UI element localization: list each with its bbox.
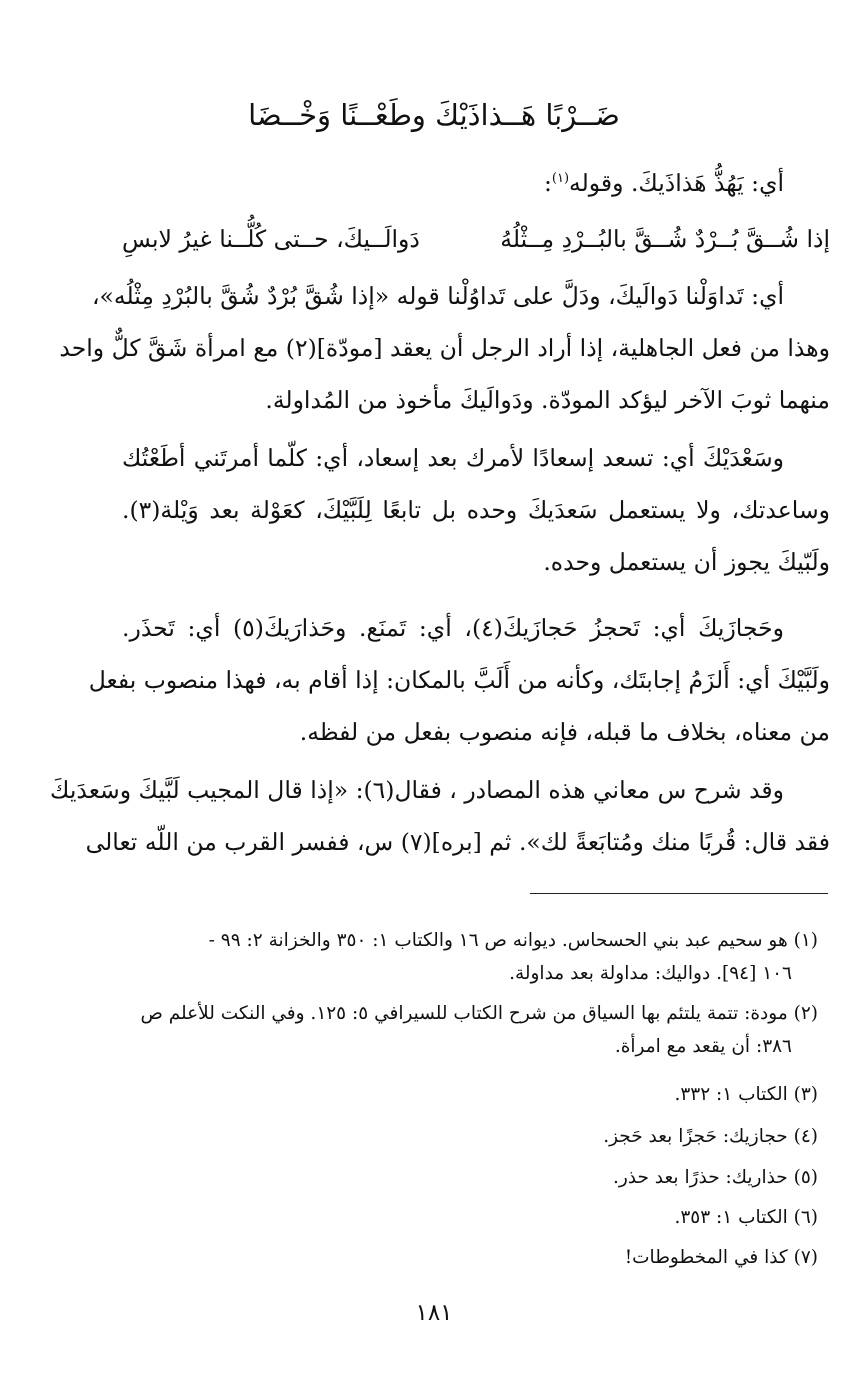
hemistich-first: إذا شُــقَّ بُــرْدٌ شُــقَّ بالبُــرْدِ مِــثْلُهُ xyxy=(500,225,830,253)
paragraph-4 xyxy=(88,602,830,758)
text-line: أي: تَداوَلْنا دَوالَيكَ، ودَلَّ على تَداوُلْنا قوله «إذا شُقَّ بُرْدٌ شُقَّ بالبُرْدِ مِثْلُه»، xyxy=(91,282,784,310)
footnote-7: (٧) كذا في المخطوطات! xyxy=(624,1247,818,1268)
poetry-couplet xyxy=(122,213,830,265)
text-line: فقد قال: قُربًا منك ومُتابَعةً لك». ثم [بره](٧) س، ففسر القرب من اللّه تعالى xyxy=(85,828,830,856)
text-line: وقد شرح س معاني هذه المصادر ، فقال(٦): «إذا قال المجيب لَبَّيكَ وسَعدَيكَ xyxy=(50,776,784,804)
paragraph-5 xyxy=(50,764,830,868)
text-line: وحَجازَيكَ أي: تَحجزُ حَجازَيكَ(٤)، أي: تَمنَع. وحَذارَيكَ(٥) أي: تَحذَر. xyxy=(122,614,784,642)
text-line: من معناه، بخلاف ما قبله، فإنه منصوب بفعل من لفظه. xyxy=(299,718,830,746)
text-line: ولَبّيكَ يجوز أن يستعمل وحده. xyxy=(543,548,830,576)
text-line: وهذا من فعل الجاهلية، إذا أراد الرجل أن يعقد [مودّة](٢) مع امرأة شَقَّ كلٌّ واحد xyxy=(59,334,830,362)
footnote-ref[interactable]: (١) xyxy=(551,171,570,187)
footnote-4: (٤) حجازيك: حَجزًا بعد حَجز. xyxy=(603,1126,818,1147)
text-line: وساعدتك، ولا يستعمل سَعدَيكَ وحده بل تابعًا لِلَبَّيْكَ، كعَوْلة بعد وَيْلة(٣). xyxy=(122,496,830,524)
text-line: وسَعْدَيْكَ أي: تسعد إسعادًا لأمرك بعد إسعاد، أي: كلّما أمرتَني أطَعْتُك xyxy=(122,444,784,472)
paragraph-2 xyxy=(59,270,830,426)
paragraph-1 xyxy=(122,157,830,209)
footnote-3: (٣) الكتاب ١: ٣٣٢. xyxy=(674,1084,818,1105)
footnote-1: (١) هو سحيم عبد بني الحسحاس. ديوانه ص ١٦ والكتاب ١: ٣٥٠ والخزانة ٢: ٩٩ - ١٠٦ [٩٤]. دواليك: مداولة بعد مداولة. xyxy=(208,930,818,984)
footnote-2: (٢) مودة: تتمة يلتئم بها السياق من شرح الكتاب للسيرافي ٥: ١٢٥. وفي النكت للأعلم ص ٣٨٦: أن يقعد مع امرأة. xyxy=(140,1003,818,1057)
page-number: ١٨١ xyxy=(415,1300,453,1326)
text-line: منهما ثوبَ الآخر ليؤكد المودّة. ودَوالَيكَ مأخوذ من المُداولة. xyxy=(265,386,830,414)
text-line: ولَبَّيْكَ أي: أَلزَمُ إجابتَك، وكأنه من أَلَبَّ بالمكان: إذا أقام به، فهذا منصوب بفعل xyxy=(88,666,830,694)
text-line: أي: يَهُذُّ هَذاذَيكَ. وقوله$^{(١)}$: xyxy=(543,169,784,197)
footnote-5: (٥) حذاريك: حذرًا بعد حذر. xyxy=(612,1167,818,1188)
paragraph-3 xyxy=(122,432,830,588)
footnote-6: (٦) الكتاب ١: ٣٥٣. xyxy=(674,1207,818,1228)
footnote-separator xyxy=(530,893,828,894)
hemistich-second: دَوالَــيكَ، حــتى كُلُّــنا غيرُ لابسِ xyxy=(122,225,420,253)
verse-line: ضَــرْبًا هَــذاذَيْكَ وطَعْــنًا وَخْــضَا xyxy=(248,98,620,132)
